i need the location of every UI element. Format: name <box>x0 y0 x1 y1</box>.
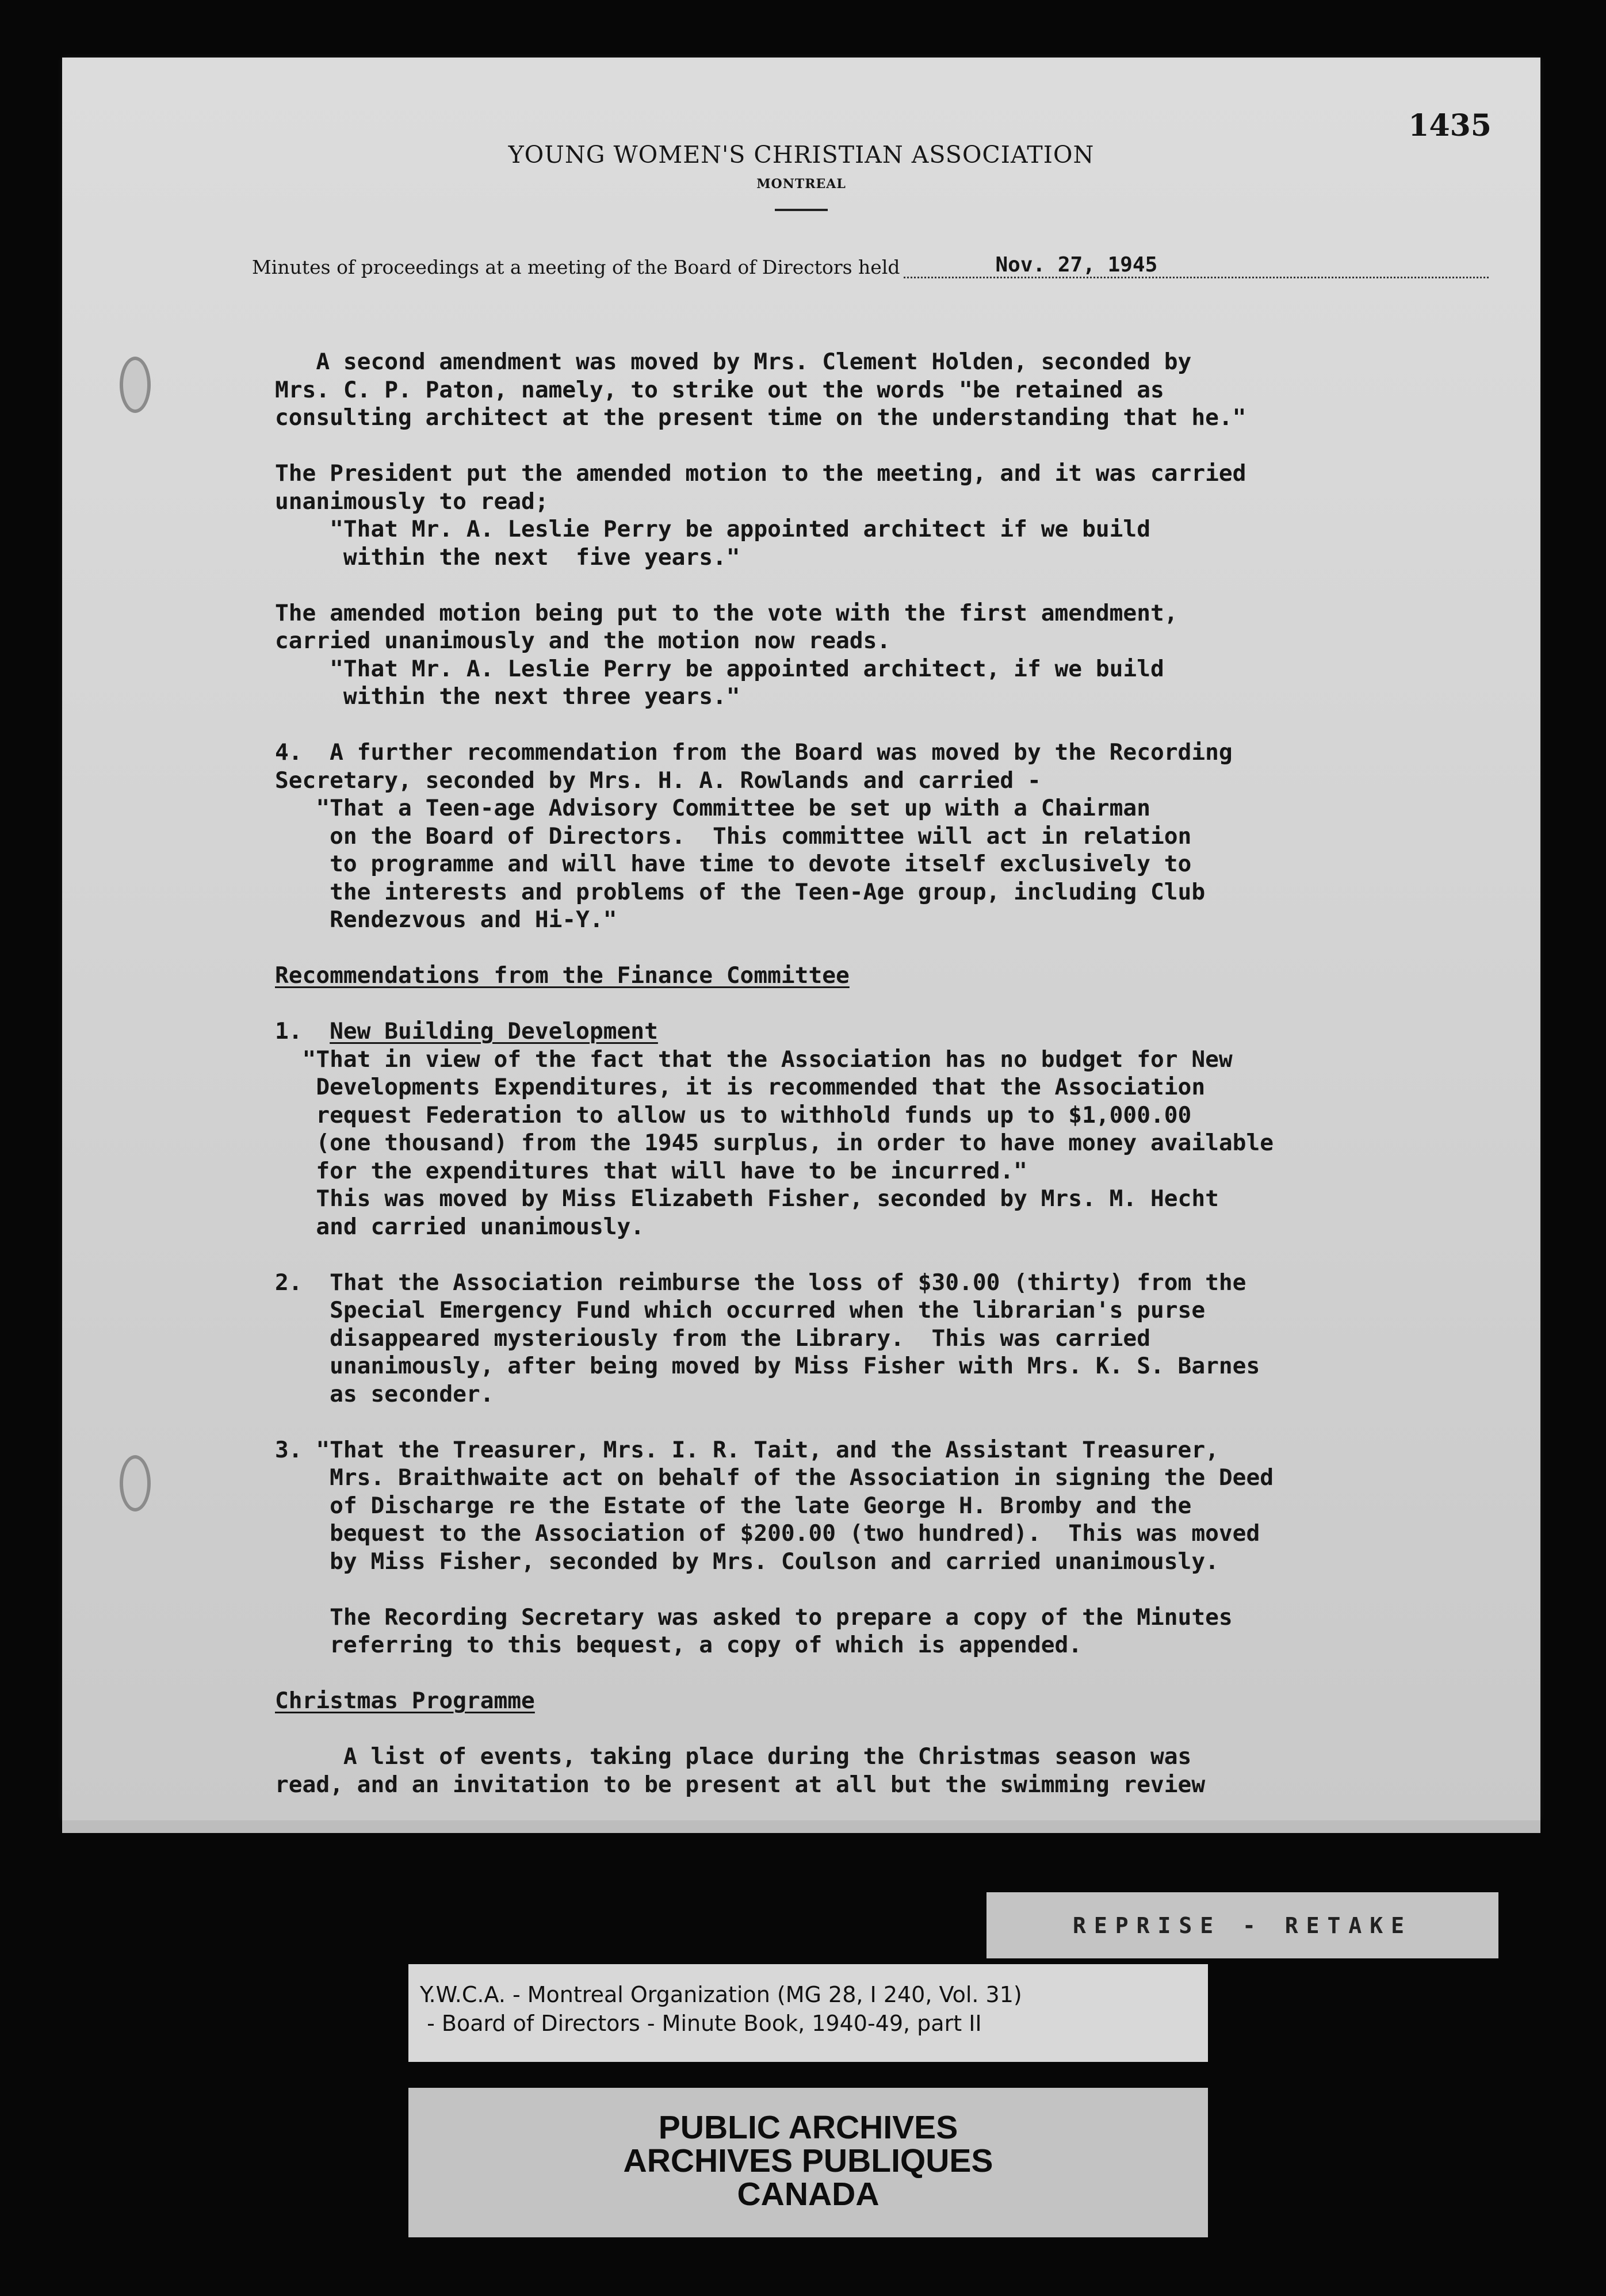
archives-stamp-line-3: CANADA <box>737 2176 880 2213</box>
archives-stamp-line-1: PUBLIC ARCHIVES <box>658 2109 958 2146</box>
paragraph-christmas: A list of events, taking place during the Christmas season was read, and an invitation to be present at all but the swimming review <box>275 1743 1206 1798</box>
organization-name: YOUNG WOMEN'S CHRISTIAN ASSOCIATION <box>508 141 1095 169</box>
minutes-date-line <box>904 253 1489 278</box>
page-fold-edge <box>62 1820 1540 1833</box>
paragraph-motion-vote: The amended motion being put to the vote with the first amendment, carried unanimously and the motion now reads. "That Mr. A. Leslie Perry be appointed architect, if we build within the next three years." <box>275 599 1178 710</box>
archive-reference-line-2: - Board of Directors - Minute Book, 1940-49, part II <box>420 2011 982 2036</box>
punch-hole-top <box>120 357 151 413</box>
minutes-header <box>252 253 1489 278</box>
page-number: 1435 <box>1408 108 1492 143</box>
minutes-label: Minutes of proceedings at a meeting of the Board of Directors held <box>252 256 900 278</box>
finance-item-1-title: New Building Development <box>330 1018 658 1044</box>
archives-stamp <box>408 2088 1208 2237</box>
archive-reference-line-1: Y.W.C.A. - Montreal Organization (MG 28, I 240, Vol. 31) <box>420 1982 1022 2007</box>
finance-item-1-number: 1. <box>275 1018 330 1044</box>
paragraph-amended-motion: The President put the amended motion to the meeting, and it was carried unanimously to read; "That Mr. A. Leslie Perry be appointed architect if we build within the next five years." <box>275 460 1246 571</box>
finance-item-3: 3. "That the Treasurer, Mrs. I. R. Tait, and the Assistant Treasurer, Mrs. Braithwaite act on behalf of the Association in signing the Deed of Discharge re the Estate of the late George H. Bromby and the bequest to the Association of $200.00 (two hundred). This was moved by Miss Fisher, seconded by Mrs. Coulson and carried unanimously. <box>275 1436 1274 1575</box>
finance-item-2: 2. That the Association reimburse the loss of $30.00 (thirty) from the Special Emergency Fund which occurred when the librarian's purse disappeared mysteriously from the Library. This was carried unanimously, after being moved by Miss Fisher with Mrs. K. S. Barnes as seconder. <box>275 1269 1260 1407</box>
heading-finance-committee: Recommendations from the Finance Committee <box>275 962 850 989</box>
minutes-body <box>275 348 1274 1798</box>
letterhead <box>62 141 1540 211</box>
letterhead-rule <box>775 209 828 211</box>
archives-stamp-line-2: ARCHIVES PUBLIQUES <box>623 2142 993 2179</box>
finance-item-1-text: "That in view of the fact that the Association has no budget for New Developments Expenditures, it is recommended that the Association request Federation to allow us to withhold funds up to $1,000.00 (one thousand) from the 1945 surplus, in order to have money available for the expenditures that will have to be incurred." This was moved by Miss Elizabeth Fisher, seconded by Mrs. M. Hecht and carried unanimously. <box>302 1046 1274 1240</box>
meeting-date: Nov. 27, 1945 <box>995 253 1158 277</box>
archive-reference-label <box>408 1964 1208 2062</box>
organization-city: MONTREAL <box>756 177 846 192</box>
finance-item-3-note: The Recording Secretary was asked to prepare a copy of the Minutes referring to this bequest, a copy of which is appended. <box>330 1604 1233 1658</box>
heading-christmas-programme: Christmas Programme <box>275 1687 535 1714</box>
document-page <box>62 58 1540 1820</box>
item-teen-age-committee: 4. A further recommendation from the Board was moved by the Recording Secretary, seconded by Mrs. H. A. Rowlands and carried - "That a Teen-age Advisory Committee be set up with a Chairman on the Board of Directors. This committee will act in relation to programme and will have time to devote itself exclusively to the interests and problems of the Teen-Age group, including Club Rendezvous and Hi-Y." <box>275 739 1233 933</box>
paragraph-second-amendment: A second amendment was moved by Mrs. Clement Holden, seconded by Mrs. C. P. Paton, namely, to strike out the words "be retained as consulting architect at the present time on the understanding that he." <box>275 349 1246 431</box>
retake-label: REPRISE - RETAKE <box>986 1892 1498 1958</box>
punch-hole-bottom <box>120 1455 151 1511</box>
